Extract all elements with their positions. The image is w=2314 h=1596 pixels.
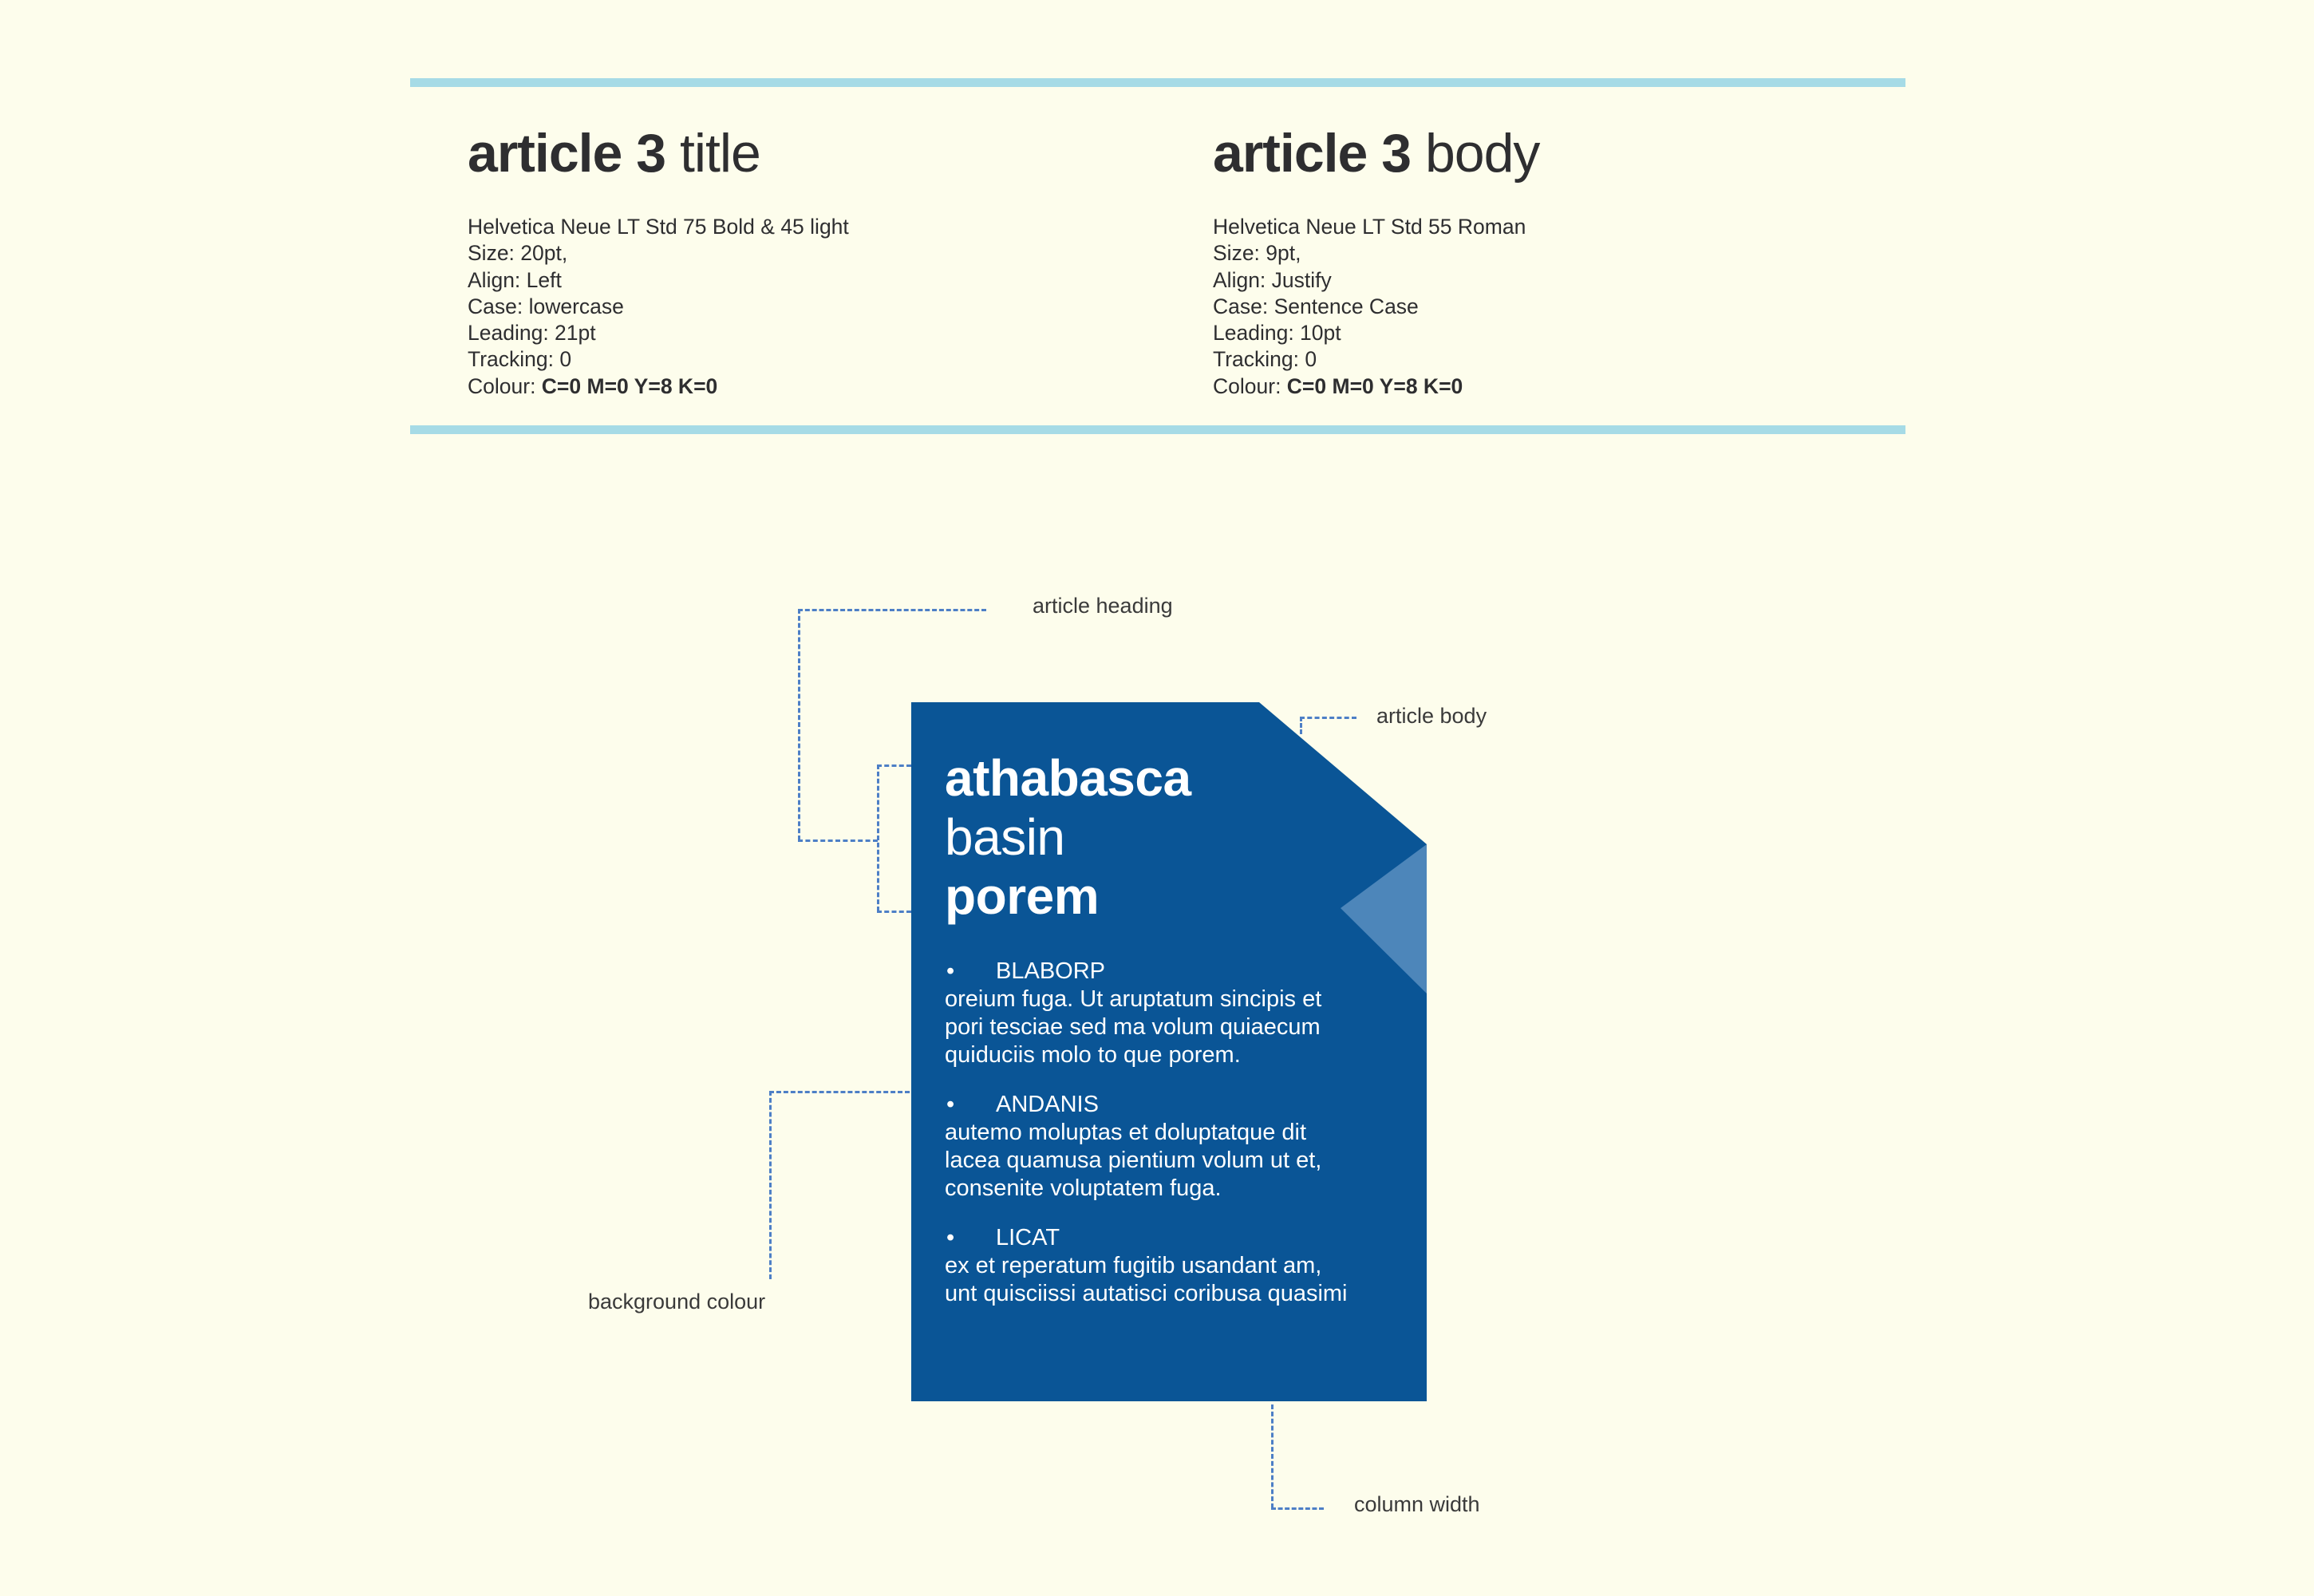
spec-line	[1213, 346, 1539, 373]
bullet-text-line: lacea quamusa pientium volum ut et,	[945, 1148, 1322, 1173]
spec-details	[1213, 214, 1539, 400]
spec-line-text: Colour:	[468, 373, 542, 398]
spec-heading-light: title	[679, 123, 760, 184]
bullet-item	[945, 1224, 1424, 1308]
spec-line-text: Tracking: 0	[468, 347, 572, 372]
bullet-text-line: consenite voluptatem fuga.	[945, 1175, 1222, 1201]
column-leader-horizontal	[1271, 1507, 1324, 1510]
spec-heading-light: body	[1424, 123, 1540, 184]
spec-line-text: Leading: 10pt	[1213, 321, 1341, 346]
bullet-title: LICAT	[996, 1225, 1060, 1250]
heading-line-bold: porem	[945, 867, 1100, 925]
spec-body-block	[1213, 118, 1539, 400]
spec-line	[468, 267, 849, 294]
bullet-item	[945, 958, 1424, 1069]
spec-line	[1213, 320, 1539, 346]
bullet-heading	[945, 958, 1424, 986]
top-rule	[410, 78, 1905, 87]
heading-bracket-top	[877, 764, 911, 767]
spec-line	[1213, 294, 1539, 320]
spec-heading	[1213, 118, 1539, 188]
callout-article-body: article body	[1376, 704, 1487, 728]
spec-line	[468, 320, 849, 346]
bottom-rule	[410, 425, 1905, 434]
spec-line-text: Align: Left	[468, 267, 562, 292]
background-leader-vertical	[769, 1091, 772, 1279]
spec-line	[1213, 373, 1539, 400]
article-heading	[945, 749, 1424, 926]
spec-details	[468, 214, 849, 400]
spec-line	[1213, 267, 1539, 294]
bullet-title: BLABORP	[996, 958, 1105, 984]
bullet-dot-icon: •	[946, 958, 955, 984]
spec-line	[468, 294, 849, 320]
spec-line	[468, 346, 849, 373]
bullet-text-line: pori tesciae sed ma volum quiaecum	[945, 1014, 1321, 1040]
spec-heading	[468, 118, 849, 188]
bullet-heading	[945, 1091, 1424, 1119]
heading-bracket-bottom	[877, 911, 911, 913]
spec-line	[468, 214, 849, 240]
spec-heading-bold: article 3	[1213, 123, 1412, 184]
spec-line-text: Case: Sentence Case	[1213, 294, 1419, 318]
heading-line-light: basin	[945, 808, 1065, 866]
bullet-text-line: ex et reperatum fugitib usandant am,	[945, 1253, 1322, 1278]
spec-line	[1213, 240, 1539, 267]
spec-line-text: Leading: 21pt	[468, 321, 596, 346]
spec-line-text: Tracking: 0	[1213, 347, 1317, 372]
bullet-title: ANDANIS	[996, 1092, 1099, 1117]
bullet-item	[945, 1091, 1424, 1203]
spec-line-text: Colour:	[1213, 373, 1287, 398]
spec-heading-bold: article 3	[468, 123, 666, 184]
callout-article-heading: article heading	[1033, 594, 1173, 618]
heading-bracket-vertical	[877, 764, 879, 911]
column-leader-vertical	[1271, 1404, 1273, 1508]
spec-line-text: Align: Justify	[1213, 267, 1332, 292]
spec-line-value: C=0 M=0 Y=8 K=0	[541, 373, 718, 398]
spec-title-block	[468, 118, 849, 400]
article-card	[911, 702, 1427, 1401]
heading-line-bold: athabasca	[945, 749, 1191, 807]
article-body	[945, 958, 1424, 1308]
spec-line-text: Case: lowercase	[468, 294, 624, 318]
heading-leader-vertical	[798, 609, 800, 840]
spec-line-text: Size: 20pt,	[468, 241, 568, 266]
spec-line	[468, 373, 849, 400]
callout-background-colour: background colour	[588, 1290, 766, 1314]
bullet-text-line: oreium fuga. Ut aruptatum sincipis et	[945, 986, 1322, 1012]
bullet-text-line: unt quisciissi autatisci coribusa quasimi	[945, 1281, 1348, 1306]
spec-line	[468, 240, 849, 267]
bullet-text-line: quiduciis molo to que porem.	[945, 1042, 1241, 1068]
heading-leader-top	[798, 609, 986, 611]
callout-column-width: column width	[1354, 1492, 1480, 1516]
spec-line	[1213, 214, 1539, 240]
spec-line-text: Helvetica Neue LT Std 55 Roman	[1213, 215, 1526, 239]
spec-line-text: Helvetica Neue LT Std 75 Bold & 45 light	[468, 215, 849, 239]
spec-line-text: Size: 9pt,	[1213, 241, 1301, 266]
bullet-dot-icon: •	[946, 1225, 955, 1250]
bullet-dot-icon: •	[946, 1092, 955, 1117]
bullet-text-line: autemo moluptas et doluptatque dit	[945, 1120, 1307, 1145]
spec-line-value: C=0 M=0 Y=8 K=0	[1286, 373, 1463, 398]
bullet-heading	[945, 1224, 1424, 1252]
background-leader-horizontal	[769, 1091, 910, 1093]
heading-leader-mid	[798, 839, 878, 842]
card-content	[945, 749, 1424, 1329]
